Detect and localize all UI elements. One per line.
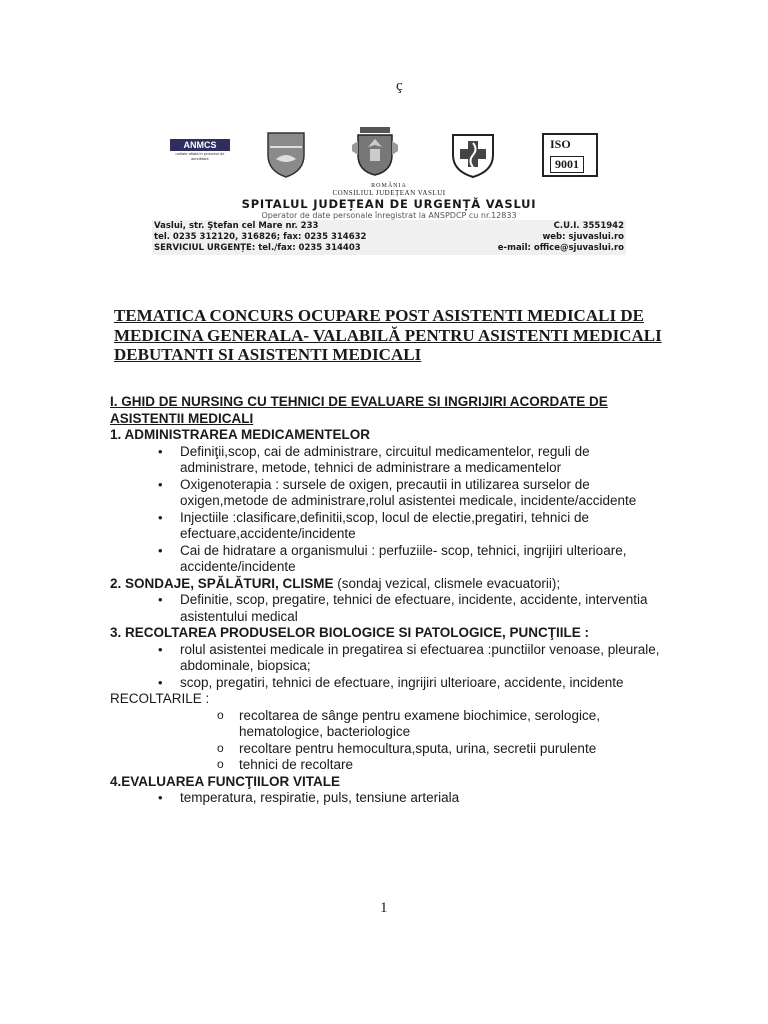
- list-item: o recoltare pentru hemocultura,sputa, urina, secretii purulente: [239, 741, 670, 758]
- subsection-4-heading: 4.EVALUAREA FUNCŢIILOR VITALE: [110, 773, 341, 789]
- list-item: o tehnici de recoltare: [239, 757, 670, 774]
- subsection-2-heading: [110, 576, 670, 593]
- list-item: • Injectiile :clasificare,definitii,scop, locul de electie,pregatiri, tehnici de efectuare,accidente/incidente: [180, 510, 670, 543]
- recoltari-label: RECOLTARILE :: [110, 691, 210, 706]
- anmcs-small-text: unitate aflata in procesul de acreditare: [175, 151, 225, 161]
- data-operator-notice: Operator de date personale înregistrat la ANSPDCP cu nr.12833: [261, 211, 517, 220]
- list-item: • temperatura, respiratie, puls, tensiune arteriala: [180, 790, 670, 807]
- anmcs-logo: [170, 139, 230, 161]
- phone-fax: tel. 0235 312120, 316826; fax: 0235 314632: [154, 232, 367, 242]
- section-1-heading: I. GHID DE NURSING CU TEHNICI DE EVALUARE SI INGRIJIRI ACORDATE DE ASISTENTII MEDICALI: [110, 394, 608, 426]
- letterhead-country: ROMÂNIA: [371, 183, 407, 189]
- list-item: o recoltarea de sânge pentru examene biochimice, serologice, hematologice, bacteriologice: [239, 708, 670, 741]
- list-item: • Oxigenoterapia : sursele de oxigen, precautii in utilizarea surselor de oxigen,metode de administrare,rolul asistentei medicale, incidente/accidente: [180, 477, 670, 510]
- list-item: • scop, pregatiri, tehnici de efectuare, ingrijiri ulterioare, accidente, incidente: [180, 675, 670, 692]
- email: e-mail: office@sjuvaslui.ro: [497, 243, 624, 253]
- logo-row: [152, 125, 626, 183]
- page-number: 1: [380, 900, 388, 916]
- county-coat-of-arms-icon: [264, 129, 308, 179]
- document-title: TEMATICA CONCURS OCUPARE POST ASISTENTI MEDICALI DE MEDICINA GENERALA- VALABILĂ PENTRU ASISTENTI MEDICALI DEBUTANTI SI ASISTENTI MEDICALI: [114, 306, 662, 364]
- subsection-1-list: [110, 444, 670, 576]
- romania-coat-of-arms-icon: [348, 125, 402, 177]
- subsection-3-list: [110, 642, 670, 692]
- list-item: • Definitie, scop, pregatire, tehnici de efectuare, incidente, accidente, interventia asistentului medical: [180, 592, 670, 625]
- letterhead-council: CONSILIUL JUDEȚEAN VASLUI: [332, 189, 446, 197]
- iso-9001-logo: [542, 133, 600, 179]
- subsection-4-list: [110, 790, 670, 807]
- iso-number: 9001: [550, 156, 584, 173]
- page-mark: ç: [396, 78, 403, 94]
- anmcs-label: ANMCS: [170, 139, 230, 151]
- list-item: • rolul asistentei medicale in pregatirea si efectuarea :punctiilor venoase, pleurale, abdominale, biopsica;: [180, 642, 670, 675]
- subsection-3-heading: 3. RECOLTAREA PRODUSELOR BIOLOGICE SI PATOLOGICE, PUNCŢIILE :: [110, 625, 590, 640]
- cui: C.U.I. 3551942: [553, 221, 624, 231]
- list-item: • Definiţii,scop, cai de administrare, circuitul medicamentelor, reguli de administrare, metode, tehnici de administrare a medicamentelor: [180, 444, 670, 477]
- subsection-2-list: [110, 592, 670, 625]
- hospital-logo-icon: [448, 131, 498, 179]
- subsection-1-heading: 1. ADMINISTRAREA MEDICAMENTELOR: [110, 427, 371, 442]
- iso-label: ISO: [550, 137, 571, 151]
- emergency-phone: SERVICIUL URGENȚE: tel./fax: 0235 314403: [154, 243, 361, 253]
- website: web: sjuvaslui.ro: [542, 232, 624, 242]
- document-body: [110, 394, 670, 807]
- subsection-2-title: 2. SONDAJE, SPĂLĂTURI, CLISME: [110, 575, 334, 591]
- list-item: • Cai de hidratare a organismului : perfuziile- scop, tehnici, ingrijiri ulterioare, accidente/incidente: [180, 543, 670, 576]
- subsection-2-detail: (sondaj vezical, clismele evacuatorii);: [333, 575, 561, 591]
- recoltari-list: [110, 708, 670, 774]
- contact-block: [152, 220, 626, 255]
- hospital-name: SPITALUL JUDEȚEAN DE URGENȚĂ VASLUI: [241, 197, 537, 211]
- letterhead: [152, 125, 626, 259]
- address: Vaslui, str. Ştefan cel Mare nr. 233: [154, 221, 319, 231]
